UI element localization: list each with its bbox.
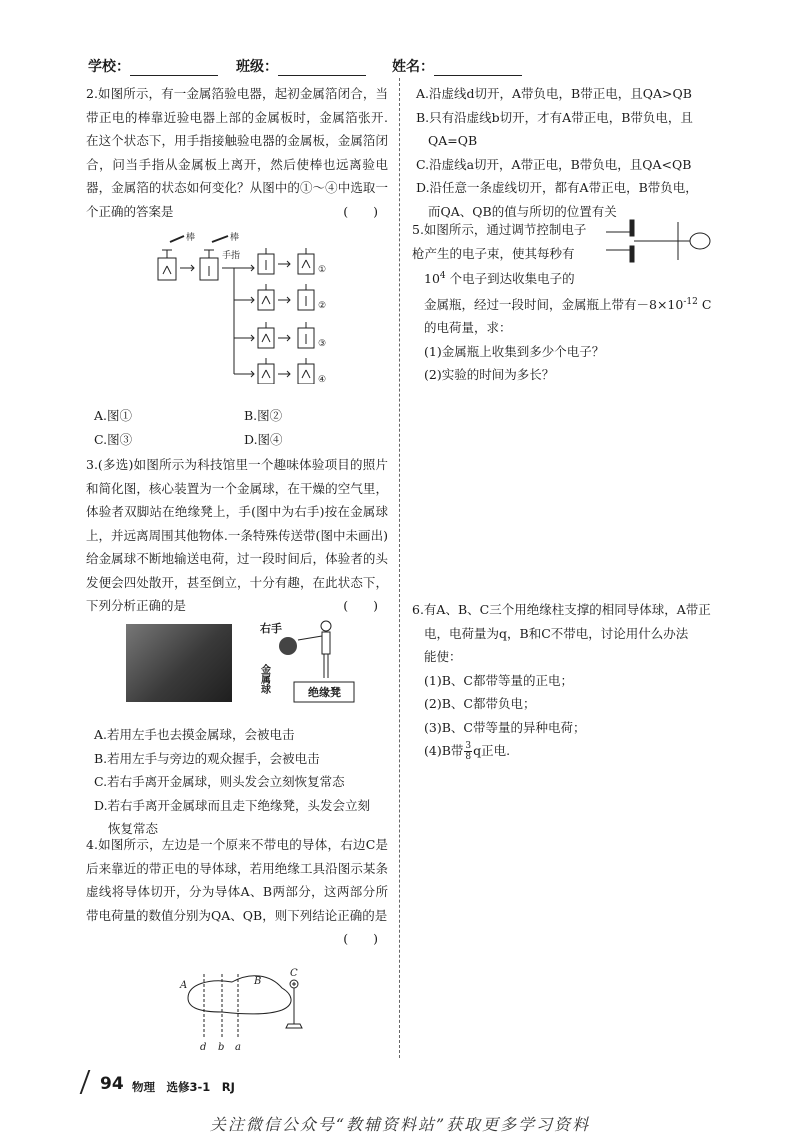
q3-option-d[interactable]: D.若右手离开金属球而且走下绝缘凳，头发会立刻: [94, 797, 371, 813]
q4-label-b: b: [218, 1042, 225, 1053]
q4-label-d: d: [200, 1042, 207, 1053]
q2-option-c[interactable]: C.图③: [94, 431, 133, 447]
q5-line-1: 5.如图所示，通过调节控制电子: [412, 222, 587, 237]
q6-frac-num: 3: [465, 741, 472, 751]
q4-conductor: [188, 976, 291, 1014]
q6-sub-4: [412, 739, 722, 763]
q3-option-b[interactable]: B.若用左手与旁边的观众握手，会被电击: [94, 750, 320, 766]
q3-option-a[interactable]: A.若用左手也去摸金属球，会被电击: [94, 727, 295, 742]
q3-label-ball: 金属球: [258, 664, 270, 694]
q2-block: [86, 82, 388, 223]
footer-slash: [80, 1070, 91, 1094]
q5-line-2: 枪产生的电子束，使其每秒有: [412, 245, 575, 261]
q5-figure: [606, 218, 716, 264]
q2-fig-num-2: ②: [318, 301, 327, 311]
q5-metal-bottle: [690, 233, 710, 249]
name-label: 姓名：: [392, 59, 434, 75]
q2-fig-num-4: ④: [318, 375, 327, 384]
q3-metal-ball: [279, 637, 297, 655]
q6-line-3: 能使：: [424, 649, 462, 664]
q6-frac-den: 8: [465, 752, 472, 762]
q3-option-c[interactable]: C.若右手离开金属球，则头发会立刻恢复常态: [94, 774, 345, 789]
class-field: [236, 56, 366, 76]
q4-text: 4.如图所示，左边是一个原来不带电的导体，右边C是后来靠近的带正电的导体球，若用绝缘工具沿图示某条虚线将导体切开，分为导体A、B两部分，这两部分所带电荷量的数值分别为QA、QB，则下列结论正确的是: [86, 837, 388, 923]
q2-options: [94, 404, 394, 451]
q4-option-a[interactable]: A.沿虚线d切开，A带负电，B带正电，且QA>QB: [416, 86, 692, 101]
q6-sub-4-b: q正电.: [473, 743, 511, 758]
q3-block: [86, 453, 388, 618]
q6-sub-4-a: (4)B带: [424, 743, 464, 758]
q4-label-a: a: [235, 1042, 241, 1053]
class-label: 班级：: [236, 59, 278, 75]
q5-line-3: $10^4$ 个电子到达收集电子的: [424, 271, 575, 287]
footer-subject: 物理 选修3-1 RJ: [132, 1080, 235, 1094]
q5-line-4-a: 金属瓶，经过一段时间，金属瓶上带有－8×10: [424, 296, 684, 312]
q3-text: 3.(多选)如图所示为科技馆里一个趣味体验项目的照片和简化图，核心装置为一个金属球，在干燥的空气里，体验者双脚站在绝缘凳上，手(图中为右手)按在金属球上，并远离周围其他物体.一条特殊传送带(图中未画出)给金属球不断地输送电荷，过一段时间后，体验者的头发便会四处散开，甚至倒立，十分有趣，在此状态下，下列分析正确的是: [86, 457, 388, 613]
q6-sub-2: (2)B、C都带负电；: [424, 696, 536, 711]
q4-figure: [170, 966, 320, 1056]
q3-label-right-hand: 右手: [260, 622, 282, 635]
q2-fig-num-1: ①: [318, 265, 327, 275]
q2-fig-num-3: ③: [318, 339, 327, 349]
q2-fig-label-rod2: 棒: [230, 233, 240, 243]
q3-option-d-cont: 恢复常态: [108, 821, 159, 836]
q2-fig-label-rod1: 棒: [186, 233, 196, 243]
q4-option-b[interactable]: B.只有沿虚线b切开，才有A带正电，B带负电，且: [416, 109, 693, 125]
q4-options: [416, 82, 716, 223]
q3-label-stool: 绝缘凳: [308, 686, 341, 699]
q3-diagram: [258, 618, 368, 714]
q6-line-1: 6.有A、B、C三个用绝缘柱支撑的相同导体球，A带正: [412, 602, 711, 617]
q5-line-5: 的电荷量，求：: [424, 320, 512, 336]
q2-option-b[interactable]: B.图②: [244, 408, 283, 423]
q2-option-d[interactable]: D.图④: [244, 431, 283, 447]
name-blank: [434, 61, 522, 76]
q5-line-3-text: 个电子到达收集电子的: [449, 271, 575, 287]
class-blank: [278, 61, 366, 76]
page-number: 94: [100, 1074, 124, 1094]
q3-photo: [126, 624, 232, 702]
q2-option-a[interactable]: A.图①: [94, 408, 133, 423]
q4-block: [86, 833, 388, 951]
name-field: [392, 56, 522, 76]
q4-label-B: B: [254, 976, 262, 987]
q4-option-d[interactable]: D.沿任意一条虚线切开，都有A带正电，B带负电，: [416, 180, 698, 195]
school-blank: [130, 61, 218, 76]
column-divider: [399, 78, 400, 1058]
q2-paren: ( ): [343, 203, 378, 219]
q2-fig-label-hand: 手指: [222, 251, 241, 261]
q5-exp-neg12: -12: [683, 296, 698, 307]
q4-label-A: A: [180, 980, 188, 991]
q5-exp-4: 4: [439, 271, 446, 281]
q4-paren: ( ): [343, 931, 378, 946]
bottom-note: 关注微信公众号“教辅资料站”获取更多学习资料: [209, 1115, 591, 1134]
school-field: [88, 56, 218, 76]
q6-line-2: 电，电荷量为q，B和C不带电，讨论用什么办法: [424, 625, 689, 641]
q6-block: [412, 598, 722, 763]
q5-line-4-b: C: [697, 296, 712, 312]
q2-jar-1: [158, 258, 176, 280]
q6-sub-3: (3)B、C带等量的异种电荷；: [424, 719, 586, 735]
q6-fraction: [464, 741, 472, 762]
q5-sub-1: (1)金属瓶上收集到多少个电子？: [424, 343, 605, 359]
q6-sub-1: (1)B、C都带等量的正电；: [424, 672, 573, 688]
q5-sub-2: (2)实验的时间为多长？: [424, 367, 555, 383]
q4-option-d-cont: 而QA、QB的值与所切的位置有关: [428, 203, 617, 219]
q4-label-C: C: [290, 968, 298, 979]
q4-option-b-cont: QA=QB: [428, 133, 478, 148]
q3-paren: ( ): [343, 598, 378, 613]
school-label: 学校：: [88, 59, 130, 75]
q2-text: 2.如图所示，有一金属箔验电器，起初金属箔闭合，当带正电的棒靠近验电器上部的金属板时，金属箔张开.在这个状态下，用手指接触验电器的金属板，金属箔闭合，问当手指从金属板上离开，然后使棒也远离验电器，金属箔的状态如何变化？从图中的①～④中选取一个正确的答案是: [86, 86, 388, 219]
q2-figure: [150, 228, 340, 384]
q4-option-c[interactable]: C.沿虚线a切开，A带正电，B带负电，且QA<QB: [416, 156, 692, 172]
q5-line-4: [412, 291, 722, 317]
q3-options: [94, 723, 394, 841]
